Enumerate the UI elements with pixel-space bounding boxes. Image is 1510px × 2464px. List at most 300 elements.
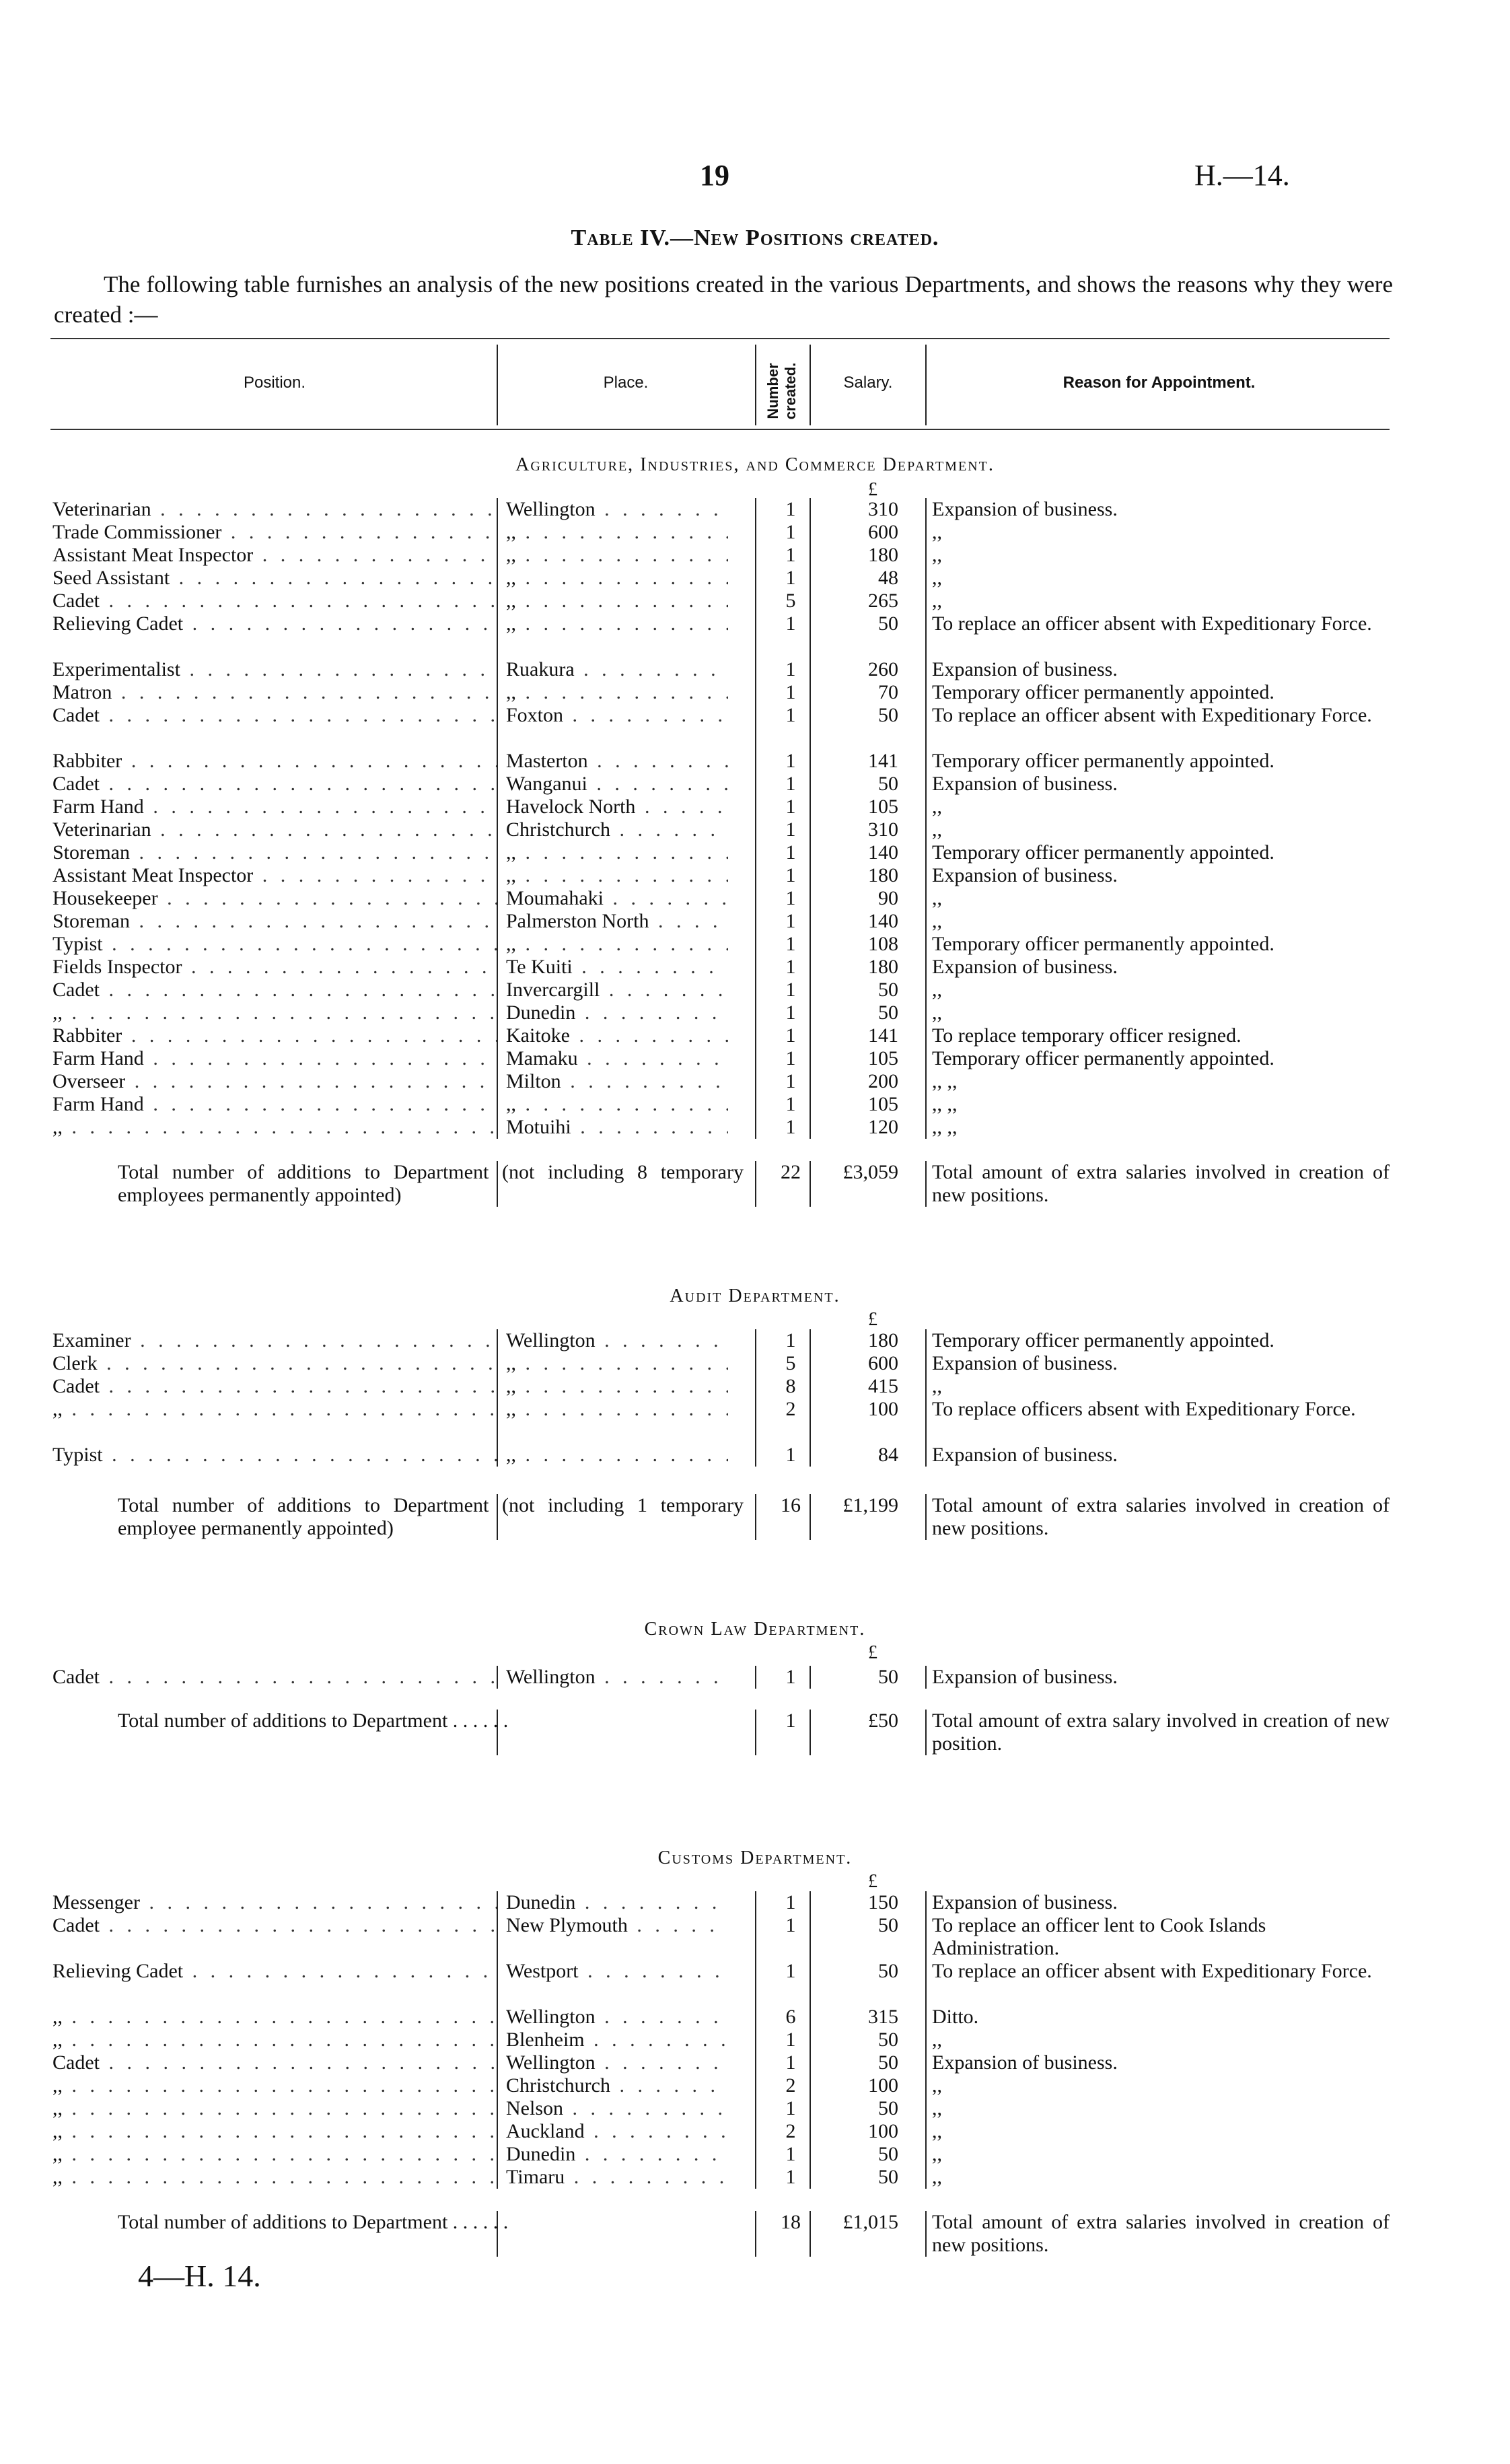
position-cell: Clerk . . . [52,1352,497,1375]
table-row [0,2029,1510,2051]
salary-cell: 100 [868,2120,898,2142]
table-row [0,818,1510,841]
section-total-row [0,2211,1510,2258]
position-cell: Storeman . . . [52,910,497,933]
reason-cell: ,, [932,2029,942,2051]
table-row [0,1352,1510,1375]
number-created-cell: 1 [785,2166,796,2188]
table-row [0,1914,1510,1959]
table-row [0,544,1510,567]
place-cell: New Plymouth . . . [506,1914,728,1937]
salary-cell: 105 [868,796,898,818]
place-cell: ,, . . . [506,1398,728,1421]
place-cell: Wellington . . . [506,1666,728,1689]
table-row [0,590,1510,612]
table-row [0,1891,1510,1914]
reason-cell: To replace an officer absent with Expeditionary Force. [932,1960,1372,1982]
reason-cell: Temporary officer permanently appointed. [932,1047,1274,1069]
table-row [0,1444,1510,1467]
salary-cell: 140 [868,841,898,864]
reason-cell: ,, [932,2097,942,2119]
table-row [0,773,1510,796]
place-cell: Masterton . . . [506,750,728,773]
place-cell: Dunedin . . . [506,1001,728,1024]
number-created-cell: 1 [785,1047,796,1069]
position-cell: Rabbiter . . . [52,750,497,773]
place-cell: ,, . . . [506,1093,728,1116]
salary-cell: 310 [868,498,898,520]
table-row [0,1024,1510,1047]
number-created-cell: 1 [785,2051,796,2074]
position-cell: Cadet . . . [52,704,497,727]
table-row [0,1375,1510,1398]
section-total-row [0,1161,1510,1208]
number-created-cell: 1 [785,1116,796,1138]
table-row [0,956,1510,979]
reason-cell: ,, [932,544,942,566]
position-cell: ,, . . . [52,2166,497,2189]
table-row [0,2051,1510,2074]
table-row [0,612,1510,635]
salary-cell: 50 [878,2029,898,2051]
reason-cell: Temporary officer permanently appointed. [932,1329,1274,1351]
position-cell: ,, . . . [52,2143,497,2166]
reason-cell: ,, ,, [932,1070,958,1092]
table-row [0,979,1510,1001]
intro-text: The following table furnishes an analysis of the new positions created in the various Departments, and shows the reasons why they were created :— [54,271,1393,328]
total-number: 16 [781,1494,801,1516]
reason-cell: Temporary officer permanently appointed. [932,681,1274,703]
column-header-number: Number created. [764,362,799,420]
number-created-cell: 1 [785,521,796,543]
reason-cell: ,, ,, [932,1093,958,1115]
number-created-cell: 1 [785,1666,796,1688]
column-header-position: Position. [243,374,306,392]
footer-reference: 4—H. 14. [138,2259,261,2293]
salary-cell: 50 [878,1666,898,1688]
table-row [0,2120,1510,2143]
position-cell: Fields Inspector . . . [52,956,497,979]
section-title: Customs Department. [657,1847,853,1868]
salary-cell: 150 [868,1891,898,1913]
place-cell: Wellington . . . [506,2051,728,2074]
position-cell: Cadet . . . [52,1666,497,1689]
table-row [0,2006,1510,2029]
number-created-cell: 1 [785,2097,796,2119]
table-row [0,933,1510,956]
reason-cell: Expansion of business. [932,658,1118,680]
reason-cell: To replace an officer absent with Expeditionary Force. [932,704,1372,726]
total-number: 22 [781,1161,801,1183]
reason-cell: Expansion of business. [932,956,1118,978]
place-cell: Westport . . . [506,1960,728,1983]
position-cell: Farm Hand . . . [52,796,497,818]
reason-cell: ,, [932,2143,942,2165]
place-cell: Havelock North . . . [506,796,728,818]
reason-cell: ,, [932,590,942,612]
reason-cell: ,, [932,910,942,932]
position-cell: Cadet . . . [52,2051,497,2074]
number-created-cell: 1 [785,1001,796,1024]
number-created-cell: 2 [785,2074,796,2097]
reason-cell: Expansion of business. [932,773,1118,795]
reason-cell: Temporary officer permanently appointed. [932,750,1274,772]
number-created-cell: 1 [785,1024,796,1047]
salary-cell: 315 [868,2006,898,2028]
position-cell: Relieving Cadet . . . [52,612,497,635]
section-title: Agriculture, Industries, and Commerce Department. [515,454,995,475]
salary-cell: 265 [868,590,898,612]
position-cell: Cadet . . . [52,1375,497,1398]
table-row [0,2097,1510,2120]
salary-cell: 105 [868,1093,898,1115]
total-reason: Total amount of extra salary involved in creation of new position. [932,1710,1390,1755]
number-created-cell: 1 [785,2029,796,2051]
place-cell: ,, . . . [506,681,728,704]
total-salary: £3,059 [842,1161,898,1183]
number-created-cell: 5 [785,1352,796,1374]
salary-unit-symbol: £ [868,1871,877,1892]
position-cell: Farm Hand . . . [52,1047,497,1070]
table-row [0,1093,1510,1116]
place-cell: ,, . . . [506,567,728,590]
place-cell: Timaru . . . [506,2166,728,2189]
salary-cell: 50 [878,704,898,726]
place-cell: Wellington . . . [506,2006,728,2029]
number-created-cell: 1 [785,887,796,909]
place-cell: Dunedin . . . [506,2143,728,2166]
salary-cell: 100 [868,2074,898,2097]
number-created-cell: 1 [785,956,796,978]
total-salary: £50 [868,1710,898,1732]
table-row [0,841,1510,864]
position-cell: ,, . . . [52,2120,497,2143]
reason-cell: ,, [932,818,942,841]
salary-cell: 90 [878,887,898,909]
position-cell: Assistant Meat Inspector . . . [52,864,497,887]
total-salary: £1,015 [842,2211,898,2233]
reason-cell: ,, [932,2120,942,2142]
position-cell: ,, . . . [52,1116,497,1139]
table-row [0,796,1510,818]
reason-cell: Temporary officer permanently appointed. [932,841,1274,864]
reason-cell: Expansion of business. [932,498,1118,520]
table-row [0,1047,1510,1070]
number-created-cell: 1 [785,544,796,566]
total-salary: £1,199 [842,1494,898,1516]
total-label: Total number of additions to Department . . . . . . [118,1710,509,1732]
place-cell: Te Kuiti . . . [506,956,728,979]
number-created-cell: 1 [785,2143,796,2165]
salary-cell: 50 [878,1960,898,1982]
position-cell: Cadet . . . [52,1914,497,1937]
position-cell: Typist . . . [52,1444,497,1467]
reason-cell: ,, [932,2074,942,2097]
place-cell: ,, . . . [506,544,728,567]
salary-cell: 50 [878,979,898,1001]
reason-cell: Expansion of business. [932,2051,1118,2074]
table-row [0,910,1510,933]
reason-cell: To replace officers absent with Expeditionary Force. [932,1398,1356,1420]
position-cell: ,, . . . [52,1398,497,1421]
total-number: 18 [781,2211,801,2233]
number-created-cell: 2 [785,1398,796,1420]
salary-cell: 200 [868,1070,898,1092]
position-cell: Cadet . . . [52,979,497,1001]
table-row [0,521,1510,544]
reason-cell: ,, [932,979,942,1001]
salary-cell: 108 [868,933,898,955]
salary-cell: 100 [868,1398,898,1420]
position-cell: Examiner . . . [52,1329,497,1352]
salary-cell: 600 [868,1352,898,1374]
reason-cell: ,, [932,2166,942,2188]
position-cell: Storeman . . . [52,841,497,864]
salary-cell: 415 [868,1375,898,1397]
salary-cell: 141 [868,1024,898,1047]
salary-unit-symbol: £ [868,1309,877,1330]
number-created-cell: 1 [785,1960,796,1982]
position-cell: Veterinarian . . . [52,818,497,841]
reason-cell: ,, [932,796,942,818]
document-reference: H.—14. [1194,159,1290,192]
header-top-rule [50,338,1390,339]
number-created-cell: 1 [785,612,796,635]
header-divider [755,345,756,425]
header-bottom-rule [50,429,1390,430]
salary-cell: 140 [868,910,898,932]
table-row [0,567,1510,590]
place-cell: ,, . . . [506,1352,728,1375]
section-title: Crown Law Department. [644,1619,866,1640]
number-created-cell: 1 [785,681,796,703]
salary-cell: 50 [878,2143,898,2165]
place-cell: ,, . . . [506,864,728,887]
salary-cell: 84 [878,1444,898,1466]
position-cell: ,, . . . [52,2006,497,2029]
position-cell: ,, . . . [52,2097,497,2120]
salary-cell: 600 [868,521,898,543]
number-created-cell: 1 [785,498,796,520]
total-label: Total number of additions to Department (not including 8 temporary employees permanently appointed) [118,1161,744,1206]
position-cell: Overseer . . . [52,1070,497,1093]
reason-cell: Expansion of business. [932,1666,1118,1688]
number-created-cell: 1 [785,1444,796,1466]
position-cell: Messenger . . . [52,1891,497,1914]
number-created-cell: 1 [785,979,796,1001]
position-cell: Typist . . . [52,933,497,956]
place-cell: Ruakura . . . [506,658,728,681]
position-cell: Relieving Cadet . . . [52,1960,497,1983]
table-row [0,1329,1510,1352]
number-created-cell: 1 [785,1070,796,1092]
number-created-cell: 1 [785,818,796,841]
position-cell: Farm Hand . . . [52,1093,497,1116]
table-row [0,1070,1510,1093]
place-cell: ,, . . . [506,590,728,612]
place-cell: ,, . . . [506,612,728,635]
number-created-cell: 1 [785,1329,796,1351]
position-cell: ,, . . . [52,2029,497,2051]
place-cell: Mamaku . . . [506,1047,728,1070]
place-cell: Foxton . . . [506,704,728,727]
salary-cell: 120 [868,1116,898,1138]
position-cell: Seed Assistant . . . [52,567,497,590]
position-cell: Veterinarian . . . [52,498,497,521]
table-row [0,1116,1510,1139]
table-row [0,2143,1510,2166]
reason-cell: To replace an officer lent to Cook Islands Administration. [932,1914,1266,1959]
salary-cell: 50 [878,612,898,635]
salary-cell: 260 [868,658,898,680]
number-created-cell: 1 [785,773,796,795]
place-cell: Milton . . . [506,1070,728,1093]
place-cell: Christchurch . . . [506,2074,728,2097]
reason-cell: ,, [932,567,942,589]
number-created-cell: 1 [785,1914,796,1936]
intro-paragraph [54,269,1393,330]
table-row [0,658,1510,681]
position-cell: Cadet . . . [52,590,497,612]
table-row [0,498,1510,521]
number-created-cell: 2 [785,2120,796,2142]
column-header-salary: Salary. [843,374,893,392]
number-created-cell: 5 [785,590,796,612]
place-cell: ,, . . . [506,1375,728,1398]
position-cell: Housekeeper . . . [52,887,497,910]
salary-cell: 48 [878,567,898,589]
place-cell: Palmerston North . . . [506,910,728,933]
table-row [0,864,1510,887]
total-label: Total number of additions to Department (not including 1 temporary employee permanently appointed) [118,1494,744,1539]
table-row [0,1001,1510,1024]
number-created-cell: 6 [785,2006,796,2028]
section-total-row [0,1710,1510,1757]
table-row [0,1960,1510,1983]
place-cell: Invercargill . . . [506,979,728,1001]
salary-cell: 105 [868,1047,898,1069]
column-header-place: Place. [603,374,649,392]
number-created-cell: 1 [785,910,796,932]
reason-cell: Expansion of business. [932,864,1118,886]
number-created-cell: 1 [785,750,796,772]
place-cell: Wellington . . . [506,498,728,521]
position-cell: Trade Commissioner . . . [52,521,497,544]
number-created-cell: 1 [785,658,796,680]
salary-cell: 180 [868,864,898,886]
place-cell: Blenheim . . . [506,2029,728,2051]
column-header-reason: Reason for Appointment. [1063,374,1256,392]
reason-cell: ,, [932,1375,942,1397]
number-created-cell: 1 [785,704,796,726]
salary-cell: 50 [878,2051,898,2074]
table-row [0,887,1510,910]
reason-cell: ,, [932,887,942,909]
position-cell: ,, . . . [52,2074,497,2097]
table-title: Table IV.—New Positions created. [571,225,939,250]
salary-cell: 50 [878,1914,898,1936]
reason-cell: Temporary officer permanently appointed. [932,933,1274,955]
salary-cell: 310 [868,818,898,841]
total-number: 1 [785,1710,796,1732]
salary-cell: 50 [878,2097,898,2119]
reason-cell: Expansion of business. [932,1891,1118,1913]
salary-cell: 70 [878,681,898,703]
reason-cell: To replace temporary officer resigned. [932,1024,1242,1047]
salary-cell: 180 [868,544,898,566]
number-created-cell: 1 [785,864,796,886]
reason-cell: ,, [932,1001,942,1024]
salary-cell: 50 [878,1001,898,1024]
place-cell: ,, . . . [506,1444,728,1467]
reason-cell: ,, [932,521,942,543]
position-cell: Cadet . . . [52,773,497,796]
total-reason: Total amount of extra salaries involved in creation of new positions. [932,1494,1390,1539]
salary-unit-symbol: £ [868,479,877,500]
table-row [0,681,1510,704]
number-created-cell: 1 [785,567,796,589]
salary-cell: 50 [878,2166,898,2188]
table-row [0,750,1510,773]
page-number: 19 [700,159,729,192]
reason-cell: Ditto. [932,2006,979,2028]
place-cell: ,, . . . [506,933,728,956]
position-cell: Matron . . . [52,681,497,704]
number-created-cell: 1 [785,841,796,864]
table-row [0,2074,1510,2097]
position-cell: Rabbiter . . . [52,1024,497,1047]
number-created-cell: 8 [785,1375,796,1397]
number-created-cell: 1 [785,1093,796,1115]
reason-cell: To replace an officer absent with Expeditionary Force. [932,612,1372,635]
number-created-cell: 1 [785,1891,796,1913]
place-cell: Moumahaki . . . [506,887,728,910]
total-reason: Total amount of extra salaries involved in creation of new positions. [932,1161,1390,1206]
reason-cell: Expansion of business. [932,1444,1118,1466]
salary-cell: 180 [868,956,898,978]
place-cell: Wellington . . . [506,1329,728,1352]
table-row [0,704,1510,727]
place-cell: ,, . . . [506,521,728,544]
number-created-cell: 1 [785,796,796,818]
section-title: Audit Department. [670,1286,840,1306]
place-cell: Auckland . . . [506,2120,728,2143]
position-cell: ,, . . . [52,1001,497,1024]
table-row [0,1666,1510,1689]
place-cell: Dunedin . . . [506,1891,728,1914]
total-label: Total number of additions to Department . . . . . . [118,2211,509,2233]
salary-unit-symbol: £ [868,1642,877,1663]
section-total-row [0,1494,1510,1541]
number-created-cell: 1 [785,933,796,955]
header-divider [925,345,927,425]
salary-cell: 50 [878,773,898,795]
place-cell: ,, . . . [506,841,728,864]
place-cell: Christchurch . . . [506,818,728,841]
salary-cell: 180 [868,1329,898,1351]
total-reason: Total amount of extra salaries involved in creation of new positions. [932,2211,1390,2256]
salary-cell: 141 [868,750,898,772]
place-cell: Nelson . . . [506,2097,728,2120]
place-cell: Kaitoke . . . [506,1024,728,1047]
table-row [0,1398,1510,1421]
position-cell: Assistant Meat Inspector . . . [52,544,497,567]
table-row [0,2166,1510,2189]
place-cell: Wanganui . . . [506,773,728,796]
reason-cell: ,, ,, [932,1116,958,1138]
reason-cell: Expansion of business. [932,1352,1118,1374]
position-cell: Experimentalist . . . [52,658,497,681]
